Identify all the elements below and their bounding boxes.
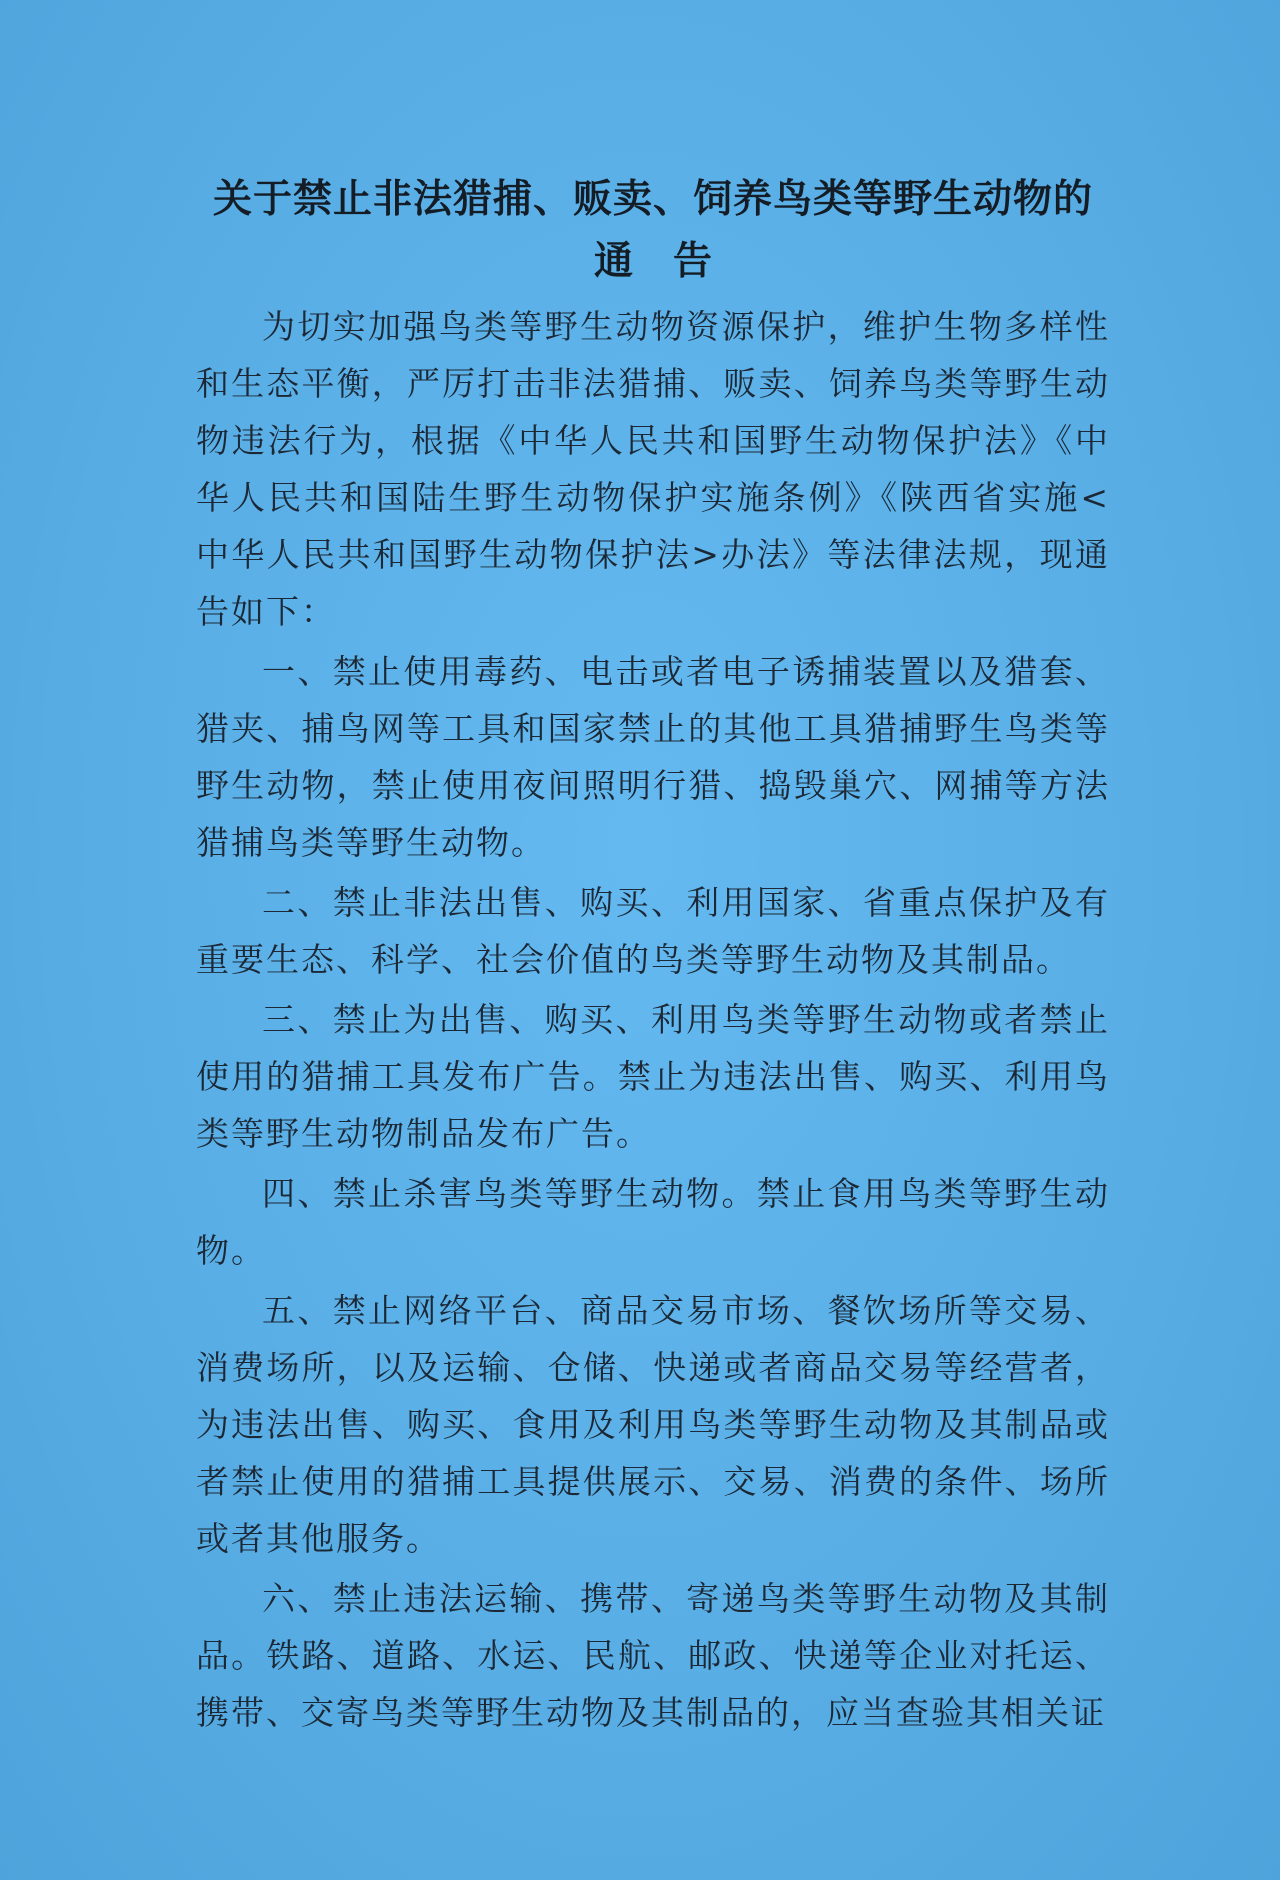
item-1-paragraph: 一、禁止使用毒药、电击或者电子诱捕装置以及猎套、猎夹、捕鸟网等工具和国家禁止的其他工具猎捕野生鸟类等野生动物，禁止使用夜间照明行猎、捣毁巢穴、网捕等方法猎捕鸟类等野生动物。 [196, 652, 1110, 862]
item-4-paragraph: 四、禁止杀害鸟类等野生动物。禁止食用鸟类等野生动物。 [196, 1174, 1110, 1270]
title-line-1: 关于禁止非法猎捕、贩卖、饲养鸟类等野生动物的 [212, 176, 1093, 222]
title-line-2: 通告 [593, 238, 752, 284]
document-title [196, 168, 1110, 292]
item-2-paragraph: 二、禁止非法出售、购买、利用国家、省重点保护及有重要生态、科学、社会价值的鸟类等野生动物及其制品。 [196, 883, 1110, 979]
item-5-paragraph: 五、禁止网络平台、商品交易市场、餐饮场所等交易、消费场所，以及运输、仓储、快递或者商品交易等经营者，为违法出售、购买、食用及利用鸟类等野生动物及其制品或者禁止使用的猎捕工具提供展示、交易、消费的条件、场所或者其他服务。 [196, 1291, 1110, 1558]
intro-paragraph: 为切实加强鸟类等野生动物资源保护，维护生物多样性和生态平衡，严厉打击非法猎捕、贩卖、饲养鸟类等野生动物违法行为，根据《中华人民共和国野生动物保护法》《中华人民共和国陆生野生动物保护实施条例》《陕西省实施<中华人民共和国野生动物保护法>办法》等法律法规，现通告如下： [196, 307, 1110, 631]
item-3-paragraph: 三、禁止为出售、购买、利用鸟类等野生动物或者禁止使用的猎捕工具发布广告。禁止为违法出售、购买、利用鸟类等野生动物制品发布广告。 [196, 1000, 1110, 1153]
item-6-paragraph: 六、禁止违法运输、携带、寄递鸟类等野生动物及其制品。铁路、道路、水运、民航、邮政、快递等企业对托运、携带、交寄鸟类等野生动物及其制品的，应当查验其相关证 [196, 1579, 1110, 1732]
